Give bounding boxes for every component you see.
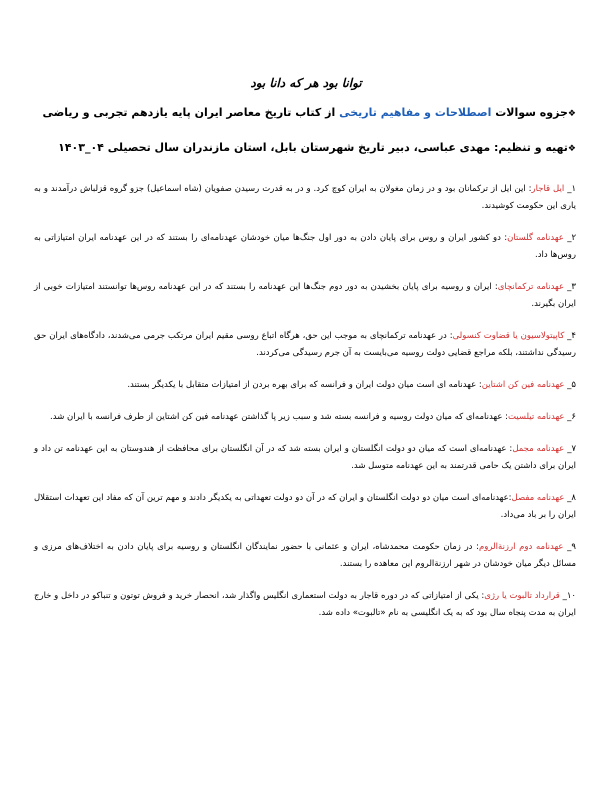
term-item bbox=[34, 279, 576, 313]
item-number: ۹_ bbox=[567, 541, 576, 552]
item-term: ایل قاجار bbox=[531, 183, 565, 194]
item-number: ۷_ bbox=[567, 443, 577, 454]
author-line bbox=[32, 141, 576, 154]
item-number: ۸_ bbox=[567, 492, 576, 503]
author-text: تهیه و تنظیم: مهدی عباسی، دبیر تاریخ شهرستان بابل، استان مازندران سال تحصیلی ۰۴_۱۴۰۳ bbox=[58, 141, 568, 154]
item-term: کاپیتولاسیون یا قضاوت کنسولی bbox=[452, 330, 565, 341]
item-term: عهدنامه فین کن اشتاین bbox=[481, 379, 565, 390]
term-item bbox=[34, 377, 576, 394]
term-item bbox=[34, 490, 576, 524]
term-item bbox=[34, 328, 576, 362]
item-definition: : ایران و روسیه برای پایان بخشیدن به دور دوم جنگ‌ها این عهدنامه را بستند که در این عهدنامه روس‌ها توانستند امتیازات خوبی از ایران بگیرند. bbox=[34, 281, 576, 309]
term-item bbox=[34, 230, 576, 264]
item-term: قرارداد تالبوت یا رژی bbox=[484, 590, 560, 601]
item-term: عهدنامه دوم ارزنةالروم bbox=[479, 541, 564, 552]
item-definition: : یکی از امتیازاتی که در دوره قاجار به دولت استعماری انگلیس واگذار شد، انحصار خرید و فروش توتون و تنباکو در داخل و خارج ایران به مدت پنجاه سال بود که به یک انگلیسی به نام «تالبوت» داده شد. bbox=[34, 590, 576, 618]
item-number: ۲_ bbox=[567, 232, 577, 243]
item-term: عهدنامه ترکمانچای bbox=[497, 281, 565, 292]
title-highlight: اصطلاحات و مفاهیم تاریخی bbox=[339, 106, 492, 119]
item-definition: : عهدنامه‌ای است که میان دو دولت انگلستان و ایران بسته شد که در آن انگلستان برای محافظت از هندوستان به این عهدنامه تن داد و ایران برای داشتن یک حامی قدرتمند به این عهدنامه متوسل شد. bbox=[34, 443, 576, 471]
document-title bbox=[32, 106, 576, 119]
title-part-2: از کتاب تاریخ معاصر ایران پایه یازدهم تجربی و ریاضی bbox=[42, 106, 336, 119]
item-number: ۱_ bbox=[567, 183, 577, 194]
item-term: عهدنامه تیلسیت bbox=[508, 411, 565, 422]
term-item bbox=[34, 588, 576, 622]
item-definition: : عهدنامه‌ای که میان دولت روسیه و فرانسه بسته شد و سبب زیر پا گذاشتن عهدنامه فین کن اشتاین از طرف فرانسه با ایران شد. bbox=[50, 411, 508, 422]
bullet-icon: ❖ bbox=[567, 109, 576, 119]
term-item bbox=[34, 539, 576, 573]
item-term: عهدنامه مجمل bbox=[512, 443, 565, 454]
item-number: ۱۰_ bbox=[562, 590, 576, 601]
item-definition: : عهدنامه ای است میان دولت ایران و فرانسه که برای بهره بردن از امتیازات متقابل با یکدیگر بستند. bbox=[127, 379, 482, 390]
term-item bbox=[34, 181, 576, 215]
item-term: عهدنامه گلستان bbox=[507, 232, 564, 243]
bullet-icon: ❖ bbox=[567, 144, 576, 154]
item-definition: : دو کشور ایران و روس برای پایان دادن به دور اول جنگ‌ها میان خودشان عهدنامه‌ای را بستند که در این عهدنامه ایران امتیازاتی به روس‌ها داد. bbox=[34, 232, 576, 260]
title-part-1: جزوه سوالات bbox=[495, 106, 568, 119]
item-definition: :عهدنامه‌ای است میان دو دولت انگلستان و ایران که در آن دو دولت تعهداتی به یکدیگر دادند و مهم ترین آن که مفاد این تعهدات استقلال ایران را بر باد می‌داد. bbox=[34, 492, 576, 520]
item-number: ۳_ bbox=[567, 281, 576, 292]
item-definition: : در عهدنامه ترکمانچای به موجب این حق، هرگاه اتباع روسی مقیم ایران مرتکب جرمی می‌شدند، دادگاه‌های ایران حق رسیدگی نداشتند، بلکه مراجع قضایی دولت روسیه می‌بایست به آن جرم رسیدگی می‌کردند. bbox=[34, 330, 576, 358]
item-number: ۵_ bbox=[567, 379, 576, 390]
item-term: عهدنامه مفصل bbox=[511, 492, 565, 503]
item-definition: : در زمان حکومت محمدشاه، ایران و عثمانی با حضور نمایندگان انگلستان و روسیه برای پایان دادن به اختلاف‌های مرزی و مسائل دیگر میان خودشان در شهر ارزنةالروم این معاهده را بستند. bbox=[34, 541, 576, 569]
item-number: ۶_ bbox=[567, 411, 576, 422]
term-item bbox=[34, 409, 576, 426]
page-motto: توانا بود هر که دانا بود bbox=[250, 76, 362, 90]
item-number: ۴_ bbox=[567, 330, 576, 341]
item-definition: : این ایل از ترکمانان بود و در زمان مغولان به ایران کوچ کرد. و در به قدرت رسیدن صفویان (شاه اسماعیل) جزو گروه قزلباش درآمدند و به یاری این حکومت کوشیدند. bbox=[34, 183, 576, 211]
term-item bbox=[34, 441, 576, 475]
term-list bbox=[34, 172, 576, 622]
